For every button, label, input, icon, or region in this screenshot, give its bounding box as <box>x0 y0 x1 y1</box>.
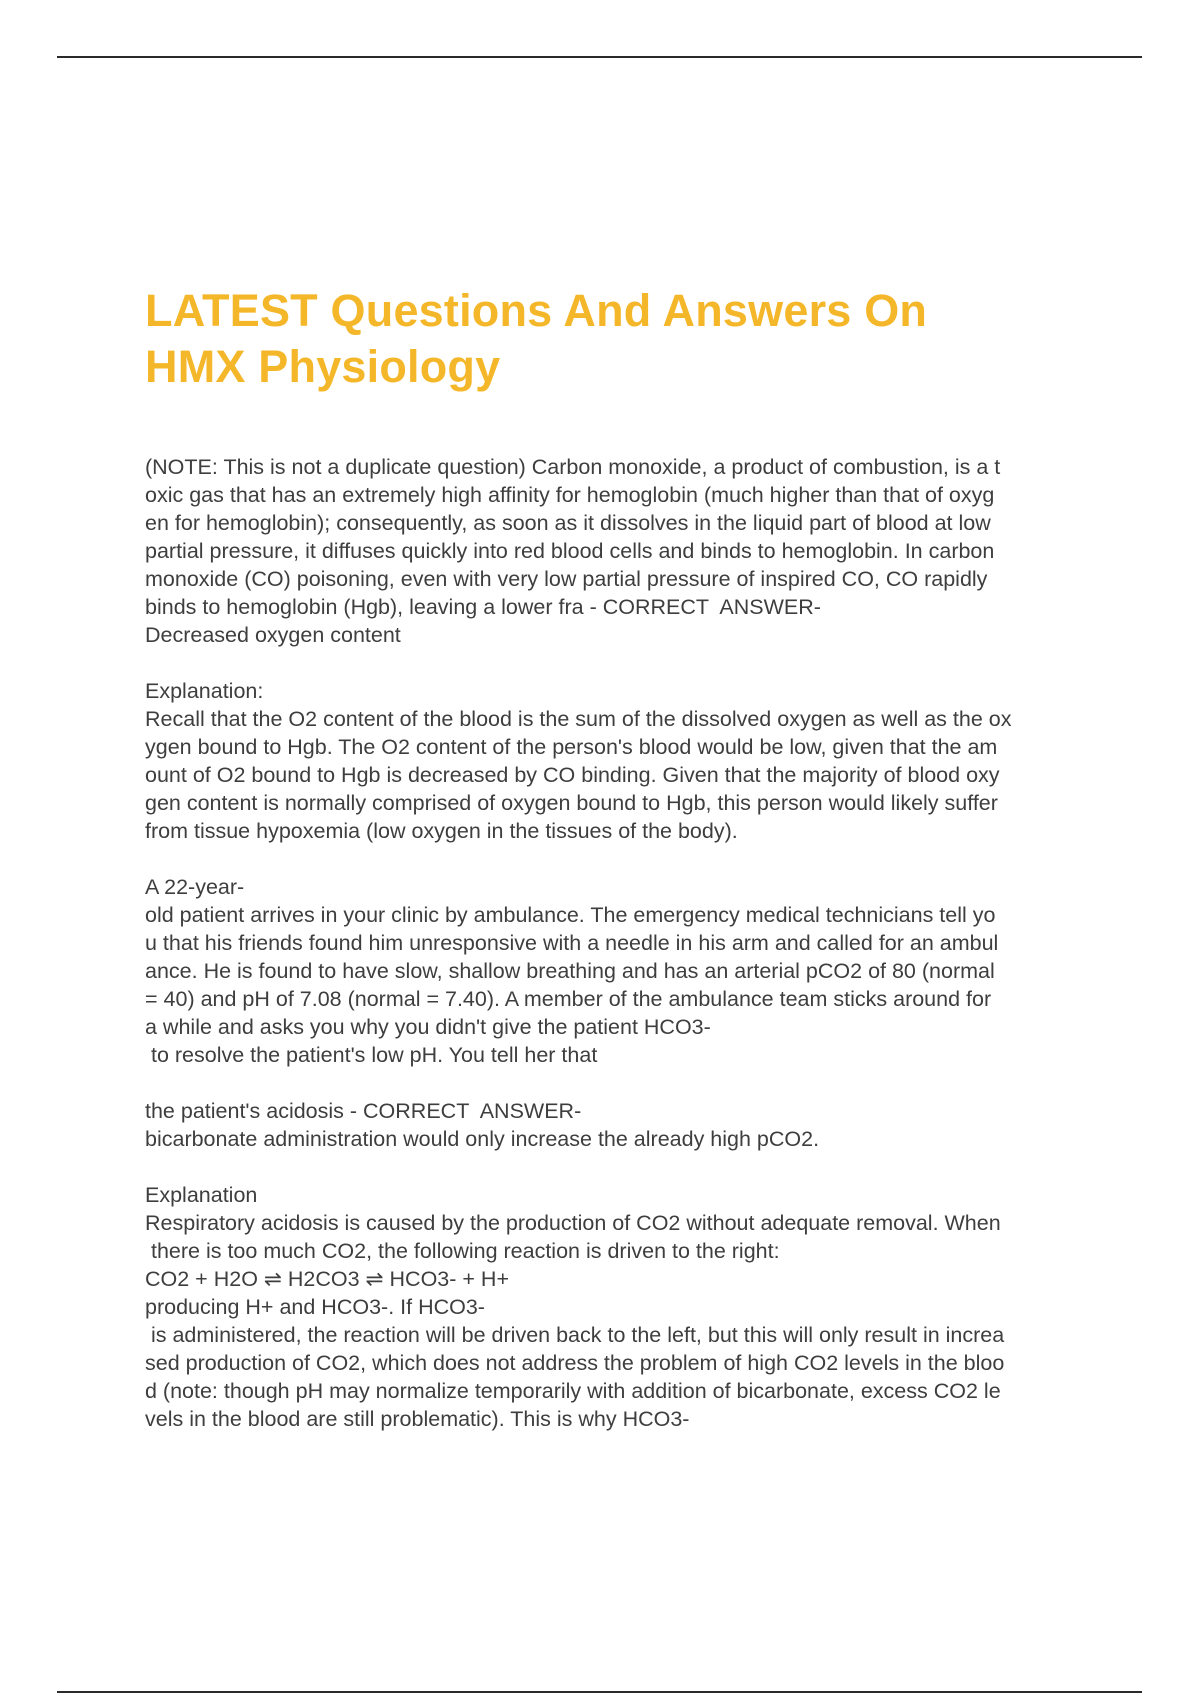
text-line: old patient arrives in your clinic by ambulance. The emergency medical technicians tell yo <box>145 903 996 927</box>
text-line: Explanation: <box>145 679 264 703</box>
text-line: Explanation <box>145 1183 258 1207</box>
text-line: u that his friends found him unresponsive with a needle in his arm and called for an ambul <box>145 931 999 955</box>
explanation-2 <box>145 1181 1095 1433</box>
question-2 <box>145 873 1095 1069</box>
text-line: from tissue hypoxemia (low oxygen in the tissues of the body). <box>145 819 738 843</box>
text-line: gen content is normally comprised of oxygen bound to Hgb, this person would likely suffer <box>145 791 998 815</box>
text-line: = 40) and pH of 7.08 (normal = 7.40). A member of the ambulance team sticks around for <box>145 987 992 1011</box>
explanation-1 <box>145 677 1095 845</box>
text-line: ance. He is found to have slow, shallow breathing and has an arterial pCO2 of 80 (normal <box>145 959 995 983</box>
footer-rule <box>57 1691 1142 1693</box>
text-line: en for hemoglobin); consequently, as soon as it dissolves in the liquid part of blood at low <box>145 511 991 535</box>
paragraph-spacer <box>145 649 1095 677</box>
text-line: a while and asks you why you didn't give the patient HCO3- <box>145 1015 711 1039</box>
document-body <box>145 453 1095 1433</box>
text-line: monoxide (CO) poisoning, even with very low partial pressure of inspired CO, CO rapidly <box>145 567 988 591</box>
answer-2 <box>145 1097 1095 1153</box>
text-line: Respiratory acidosis is caused by the production of CO2 without adequate removal. When <box>145 1211 1001 1235</box>
text-line: partial pressure, it diffuses quickly into red blood cells and binds to hemoglobin. In carbon <box>145 539 995 563</box>
text-line: binds to hemoglobin (Hgb), leaving a lower fra - CORRECT ANSWER- <box>145 595 821 619</box>
text-line: vels in the blood are still problematic). This is why HCO3- <box>145 1407 690 1431</box>
document-title <box>145 283 927 395</box>
text-line: to resolve the patient's low pH. You tell her that <box>145 1043 598 1067</box>
text-line: CO2 + H2O ⇌ H2CO3 ⇌ HCO3- + H+ <box>145 1267 510 1291</box>
text-line: d (note: though pH may normalize temporarily with addition of bicarbonate, excess CO2 le <box>145 1379 1001 1403</box>
text-line: there is too much CO2, the following reaction is driven to the right: <box>145 1239 780 1263</box>
text-line: sed production of CO2, which does not address the problem of high CO2 levels in the bloo <box>145 1351 1005 1375</box>
text-line: Decreased oxygen content <box>145 623 401 647</box>
text-line: ount of O2 bound to Hgb is decreased by CO binding. Given that the majority of blood oxy <box>145 763 1000 787</box>
paragraph-spacer <box>145 1153 1095 1181</box>
text-line: is administered, the reaction will be driven back to the left, but this will only result in increa <box>145 1323 1005 1347</box>
paragraph-spacer <box>145 1069 1095 1097</box>
text-line: bicarbonate administration would only increase the already high pCO2. <box>145 1127 820 1151</box>
question-1 <box>145 453 1095 649</box>
text-line: (NOTE: This is not a duplicate question) Carbon monoxide, a product of combustion, is a t <box>145 455 1001 479</box>
title-line-2: HMX Physiology <box>145 341 501 392</box>
paragraph-spacer <box>145 845 1095 873</box>
text-line: Recall that the O2 content of the blood is the sum of the dissolved oxygen as well as the ox <box>145 707 1012 731</box>
header-rule <box>57 56 1142 58</box>
title-line-1: LATEST Questions And Answers On <box>145 285 928 336</box>
text-line: oxic gas that has an extremely high affinity for hemoglobin (much higher than that of oxyg <box>145 483 995 507</box>
text-line: ygen bound to Hgb. The O2 content of the person's blood would be low, given that the am <box>145 735 998 759</box>
text-line: the patient's acidosis - CORRECT ANSWER- <box>145 1099 582 1123</box>
text-line: A 22-year- <box>145 875 245 899</box>
text-line: producing H+ and HCO3-. If HCO3- <box>145 1295 485 1319</box>
